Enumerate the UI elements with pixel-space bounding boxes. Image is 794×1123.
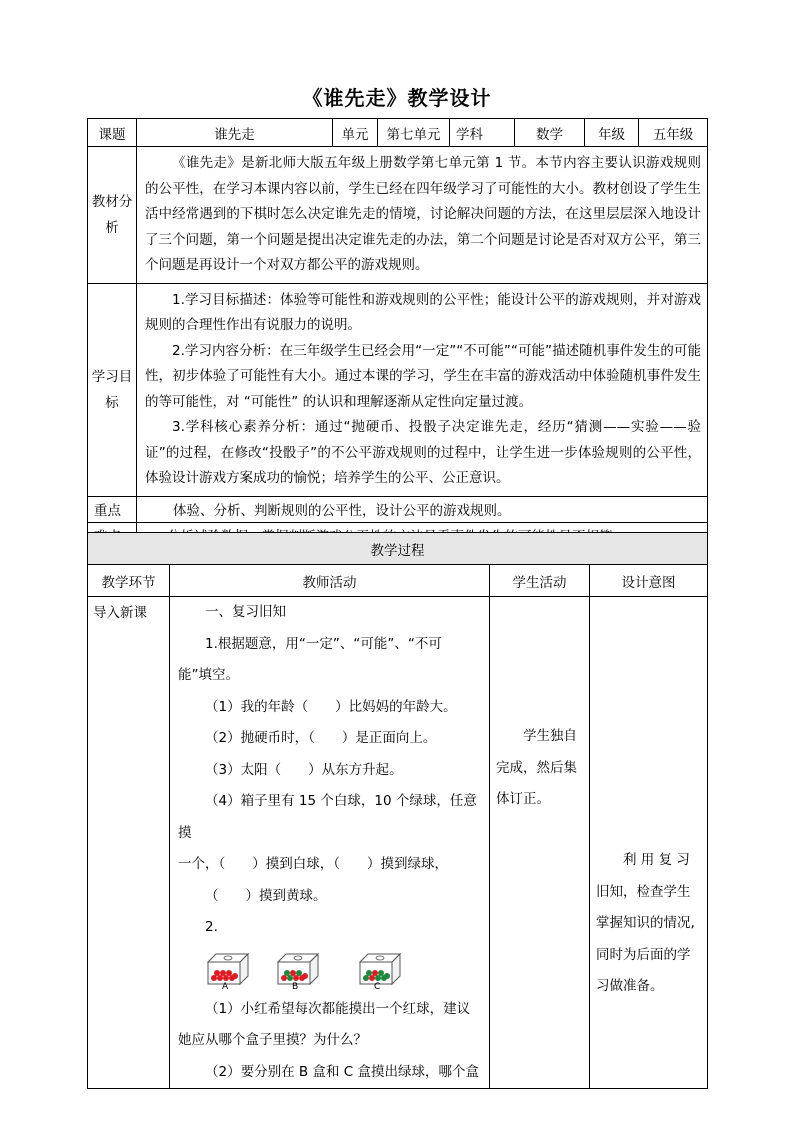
goals-row (88, 283, 708, 496)
stage-name: 导入新课 (88, 597, 170, 1089)
teacher-line: （4）箱子里有 15 个白球，10 个绿球，任意摸 (178, 793, 477, 841)
teacher-line: （1）小红希望每次都能摸出一个红球，建议 (205, 1000, 471, 1017)
box-a-image (206, 950, 250, 986)
analysis-label: 教材分析 (88, 147, 137, 284)
student-line: 学生独自 (523, 728, 577, 744)
key-row (88, 496, 708, 522)
teacher-line: 能”填空。 (178, 667, 239, 683)
subject-label: 学科 (450, 119, 515, 147)
student-activity (490, 597, 590, 1089)
teacher-line: （2）要分别在 B 盒和 C 盒摸出绿球，哪个盒 (205, 1063, 479, 1080)
goals-text (137, 283, 708, 496)
teacher-line: 1.根据题意，用“一定”、“可能”、“不可 (205, 635, 442, 652)
teacher-line: 一个，（ ）摸到白球，（ ）摸到绿球， (178, 856, 448, 872)
unit-label: 单元 (333, 119, 378, 147)
grade-label: 年级 (585, 119, 639, 147)
header-row (88, 119, 708, 147)
goal-2: 2.学习内容分析：在三年级学生已经会用“一定”“不可能”“可能”描述随机事件发生的可能性，初步体验了可能性有大小。通过本课的学习，学生在丰富的游戏活动中体验随机事件发生的等可能性，对 “可能性” 的认识和理解逐渐从定性向定量过渡。 (145, 342, 701, 410)
box-label-c: C (374, 981, 381, 992)
teacher-line: 她应从哪个盒子里摸？为什么？ (178, 1032, 367, 1048)
teacher-line: 2. (205, 919, 218, 935)
process-row-intro (88, 597, 708, 1089)
teacher-line: （3）太阳（ ）从东方升起。 (205, 761, 403, 778)
goal-1: 1.学习目标描述：体验等可能性和游戏规则的公平性；能设计公平的游戏规则，并对游戏规则的合理性作出有说服力的说明。 (145, 291, 701, 333)
lesson-info-table (87, 118, 708, 549)
unit-value: 第七单元 (378, 119, 450, 147)
process-title-row (88, 533, 708, 565)
process-title: 教学过程 (88, 533, 708, 565)
student-line: 完成，然后集 (496, 759, 577, 776)
box-c-image (358, 950, 402, 986)
key-label: 重点 (88, 496, 137, 522)
ball-boxes-figure (178, 944, 483, 994)
intent-line: 旧知，检查学生 (596, 883, 691, 900)
key-text: 体验、分析、判断规则的公平性，设计公平的游戏规则。 (137, 496, 708, 522)
col-teacher: 教师活动 (170, 565, 490, 597)
student-line: 体订正。 (496, 791, 550, 807)
subject-value: 数学 (515, 119, 585, 147)
intent-line: 同时为后面的学 (596, 946, 691, 963)
teacher-line: 一、复习旧知 (205, 604, 286, 620)
goal-3: 3.学科核心素养分析：通过“抛硬币、投骰子决定谁先走，经历“猜测——实验——验证”的过程，在修改“投骰子”的不公平游戏规则的过程中，让学生进一步体验规则的公平性，体验设计游戏方案成功的愉悦；培养学生的公平、公正意识。 (145, 419, 701, 486)
intent-line: 习做准备。 (596, 978, 664, 994)
teacher-activity (170, 597, 490, 1089)
lesson-name: 谁先走 (137, 119, 333, 147)
grade-value: 五年级 (639, 119, 708, 147)
box-b-image (276, 950, 320, 986)
intent-line: 掌握知识的情况, (596, 915, 695, 931)
analysis-text: 《谁先走》是新北师大版五年级上册数学第七单元第 1 节。本节内容主要认识游戏规则的公平性，在学习本课内容以前，学生已经在四年级学习了可能性的大小。教材创设了学生生活中经常遇到的下棋时怎么决定谁先走的情境，讨论解决问题的方法，在这里层层深入地设计了三个问题，第一个问题是提出决定谁先走的办法，第二个问题是讨论是否对双方公平，第三个问题是再设计一个对双方都公平的游戏规则。 (137, 147, 708, 284)
box-label-b: B (292, 981, 299, 992)
process-header-row (88, 565, 708, 597)
teacher-line: （ ）摸到黄球。 (205, 887, 327, 904)
intent-line: 利 用 复 习 (623, 852, 690, 868)
teaching-process-table (87, 532, 708, 1089)
document-title: 《谁先走》教学设计 (302, 86, 492, 110)
goals-label: 学习目标 (88, 283, 137, 496)
box-label-a: A (222, 981, 229, 992)
lesson-label: 课题 (88, 119, 137, 147)
col-intent: 设计意图 (590, 565, 708, 597)
teacher-line: （1）我的年龄（ ）比妈妈的年龄大。 (205, 698, 457, 715)
col-stage: 教学环节 (88, 565, 170, 597)
design-intent (590, 597, 708, 1089)
teacher-line: （2）抛硬币时，（ ）是正面向上。 (205, 730, 437, 746)
col-student: 学生活动 (490, 565, 590, 597)
analysis-row (88, 147, 708, 284)
